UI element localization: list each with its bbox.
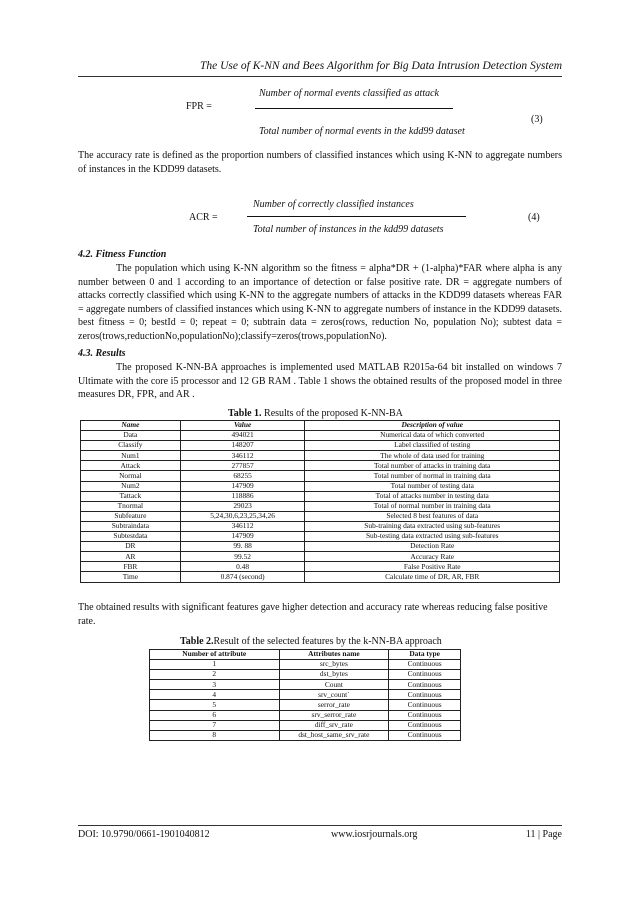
table-cell: diff_srv_rate — [279, 720, 389, 730]
table-cell: Classify — [81, 441, 181, 451]
table-cell: Total number of attacks in training data — [305, 461, 560, 471]
results-table — [80, 420, 560, 583]
table-cell: Continuous — [389, 660, 461, 670]
header-rule — [78, 76, 562, 77]
table-cell: 148207 — [180, 441, 305, 451]
selected-features-table — [149, 649, 461, 741]
table-cell: Time — [81, 572, 181, 582]
table-row — [150, 720, 461, 730]
accuracy-paragraph: The accuracy rate is defined as the proportion numbers of classified instances which using K-NN to aggregate numbers of instances in the KDD99 datasets. — [78, 150, 562, 175]
acr-fraction-bar — [247, 216, 466, 217]
table-cell: 0.48 — [180, 562, 305, 572]
table2-caption-text: Result of the selected features by the k-NN-BA approach — [213, 636, 442, 647]
section-4-2-text: The population which using K-NN algorithm so the fitness = alpha*DR + (1-alpha)*FAR where alpha is any number between 0 and 1 according to an importance of detection or false positive rate. DR = aggregate numbers of attacks correctly classified which using K-NN to the aggregate numbers of attacks in the KDD99 datasets whereas FAR = aggregate numbers of classified instances which using K-NN to aggregate numbers of instance in the KDD99 datasets. best fitness = 0; bestId = 0; repeat = 0; subtrain data = zeros(rows, reduction No, population No); subtest data = zeros(trows,reductionNo,populationNo);classify=zeros(trows,populationNo). — [78, 263, 562, 342]
table-cell: DR — [81, 542, 181, 552]
table-cell: 29023 — [180, 501, 305, 511]
results-paragraph: The obtained results with significant features gave higher detection and accuracy rate whereas reducing false positive rate. — [78, 602, 548, 627]
footer-doi: DOI: 10.9790/0661-1901040812 — [78, 829, 210, 840]
table-row — [81, 542, 560, 552]
table-row — [81, 532, 560, 542]
table-cell: Continuous — [389, 700, 461, 710]
table-cell: 99. 88 — [180, 542, 305, 552]
table-cell: 277857 — [180, 461, 305, 471]
table-row — [81, 562, 560, 572]
table-row — [150, 710, 461, 720]
table-row — [81, 501, 560, 511]
acr-numerator: Number of correctly classified instances — [253, 199, 414, 210]
table-cell: Attack — [81, 461, 181, 471]
table-cell: False Positive Rate — [305, 562, 560, 572]
table-row — [150, 690, 461, 700]
table-cell: 147909 — [180, 481, 305, 491]
table-cell: 346112 — [180, 451, 305, 461]
table-cell: 2 — [150, 670, 280, 680]
table-cell: 346112 — [180, 521, 305, 531]
table-cell: 4 — [150, 690, 280, 700]
table-cell: 7 — [150, 720, 280, 730]
table-cell: 118886 — [180, 491, 305, 501]
table-row — [81, 471, 560, 481]
table-cell: 147909 — [180, 532, 305, 542]
table-row — [81, 461, 560, 471]
table-row — [81, 491, 560, 501]
table-cell: Tattack — [81, 491, 181, 501]
table-cell: Sub-testing data extracted using sub-features — [305, 532, 560, 542]
table-cell: Subtestdata — [81, 532, 181, 542]
table-cell: dst_host_same_srv_rate — [279, 730, 389, 740]
fpr-numerator: Number of normal events classified as attack — [259, 88, 439, 99]
table-cell: Total number of testing data — [305, 481, 560, 491]
table2-caption — [180, 636, 442, 647]
table-cell: The whole of data used for training — [305, 451, 560, 461]
fpr-equation-number: (3) — [531, 114, 543, 125]
table1-caption-text: Results of the proposed K-NN-BA — [261, 408, 403, 419]
table-cell: dst_bytes — [279, 670, 389, 680]
table-cell: 5,24,30,6,23,25,34,26 — [180, 511, 305, 521]
footer-rule — [78, 825, 562, 826]
section-4-3-heading: 4.3. Results — [78, 348, 126, 359]
table-cell: Numerical data of which converted — [305, 431, 560, 441]
table-row — [150, 730, 461, 740]
table2-caption-label: Table 2. — [180, 636, 214, 647]
table-cell: Tnormal — [81, 501, 181, 511]
table-row — [81, 481, 560, 491]
footer-website: www.iosrjournals.org — [331, 829, 418, 840]
table-cell: 0.874 (second) — [180, 572, 305, 582]
table-row — [150, 660, 461, 670]
table-cell: Continuous — [389, 690, 461, 700]
table-cell: Accuracy Rate — [305, 552, 560, 562]
table-cell: src_bytes — [279, 660, 389, 670]
table-cell: 6 — [150, 710, 280, 720]
section-4-2-heading: 4.2. Fitness Function — [78, 249, 167, 260]
table-cell: Normal — [81, 471, 181, 481]
table-cell: srv_count` — [279, 690, 389, 700]
table-cell: serror_rate — [279, 700, 389, 710]
table-row — [81, 431, 560, 441]
table-cell: Total of normal number in training data — [305, 501, 560, 511]
table-row — [81, 451, 560, 461]
table-cell: Continuous — [389, 710, 461, 720]
table-cell: Total number of normal in training data — [305, 471, 560, 481]
fpr-fraction-bar — [255, 108, 453, 109]
table-cell: Sub-training data extracted using sub-features — [305, 521, 560, 531]
table-header-cell: Name — [81, 421, 181, 431]
fpr-denominator: Total number of normal events in the kdd99 dataset — [259, 126, 465, 137]
table-cell: Continuous — [389, 670, 461, 680]
acr-equation-number: (4) — [528, 212, 540, 223]
table1-caption-label: Table 1. — [228, 408, 262, 419]
table-cell: Num1 — [81, 451, 181, 461]
table-cell: 8 — [150, 730, 280, 740]
section-4-3-text: The proposed K-NN-BA approaches is implemented used MATLAB R2015a-64 bit installed on windows 7 Ultimate with the core i5 processor and 12 GB RAM . Table 1 shows the obtained results of the proposed model in three measures DR, FPR, and AR . — [78, 362, 562, 401]
table-header-cell: Data type — [389, 650, 461, 660]
table-row — [81, 552, 560, 562]
table-cell: 68255 — [180, 471, 305, 481]
table-cell: Continuous — [389, 680, 461, 690]
table-cell: Num2 — [81, 481, 181, 491]
table-header-cell: Attributes name — [279, 650, 389, 660]
table-cell: AR — [81, 552, 181, 562]
table-header-row — [150, 650, 461, 660]
table-cell: 1 — [150, 660, 280, 670]
acr-denominator: Total number of instances in the kdd99 datasets — [253, 224, 444, 235]
table-cell: Total of attacks number in testing data — [305, 491, 560, 501]
table-cell: Subfeature — [81, 511, 181, 521]
table-cell: Label classified of testing — [305, 441, 560, 451]
table-header-row — [81, 421, 560, 431]
table-row — [150, 700, 461, 710]
table-cell: Subtraindata — [81, 521, 181, 531]
table-header-cell: Value — [180, 421, 305, 431]
table-header-cell: Number of attribute — [150, 650, 280, 660]
table-cell: Detection Rate — [305, 542, 560, 552]
table-row — [81, 572, 560, 582]
fpr-lhs: FPR = — [186, 101, 212, 112]
table1-caption — [228, 408, 403, 419]
table-cell: FBR — [81, 562, 181, 572]
table-cell: Calculate time of DR, AR, FBR — [305, 572, 560, 582]
table-row — [81, 511, 560, 521]
table-cell: Count — [279, 680, 389, 690]
footer-page-number: 11 | Page — [525, 829, 562, 840]
table-cell: Continuous — [389, 730, 461, 740]
table-cell: srv_serror_rate — [279, 710, 389, 720]
table-header-cell: Description of value — [305, 421, 560, 431]
table-row — [150, 670, 461, 680]
table-cell: Selected 8 best features of data — [305, 511, 560, 521]
table-cell: 99.52 — [180, 552, 305, 562]
table-row — [150, 680, 461, 690]
running-header: The Use of K-NN and Bees Algorithm for Big Data Intrusion Detection System — [199, 60, 562, 72]
table-cell: 3 — [150, 680, 280, 690]
table-row — [81, 521, 560, 531]
table-cell: 5 — [150, 700, 280, 710]
table-row — [81, 441, 560, 451]
acr-lhs: ACR = — [189, 212, 218, 223]
table-cell: 494021 — [180, 431, 305, 441]
table-cell: Data — [81, 431, 181, 441]
table-cell: Continuous — [389, 720, 461, 730]
